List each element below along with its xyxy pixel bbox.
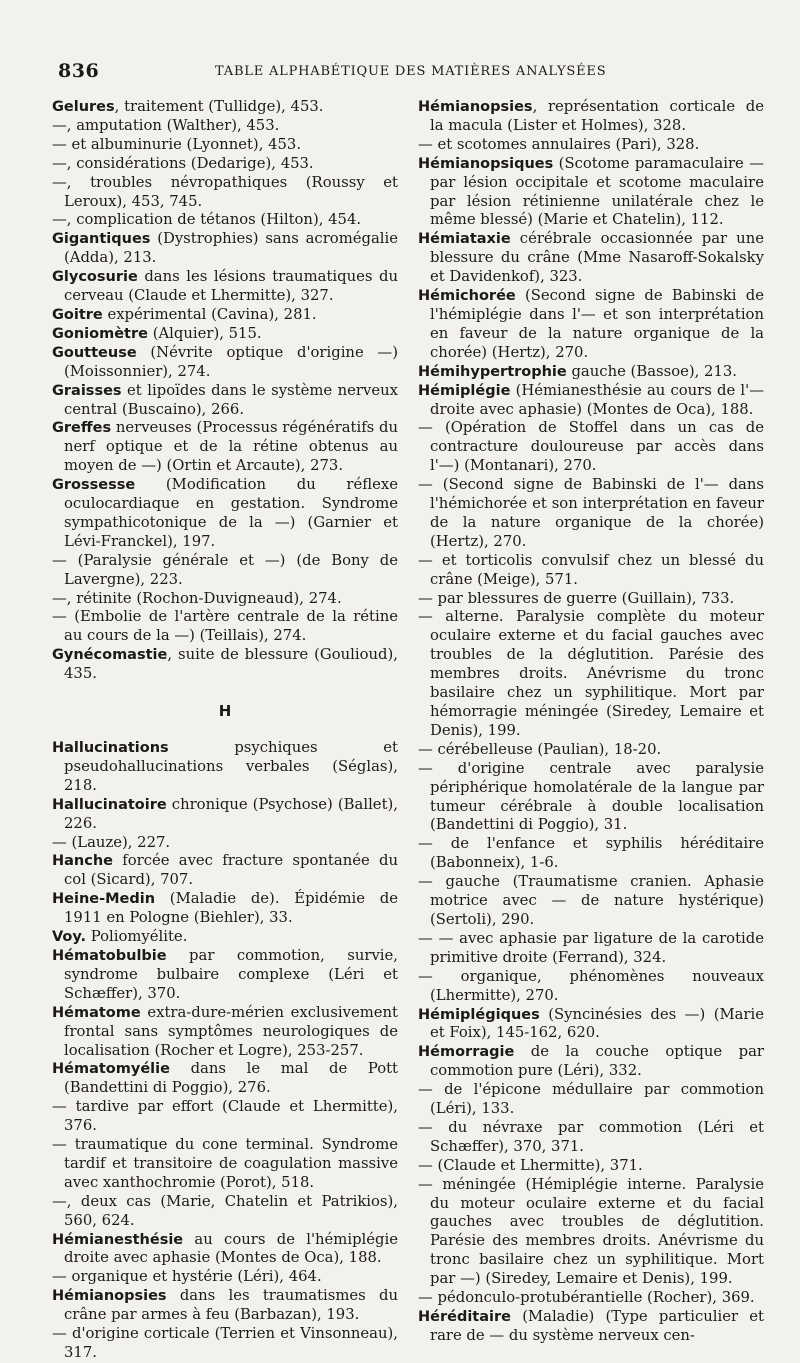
index-entry: — cérébelleuse (Paulian), 18-20. <box>418 740 662 758</box>
right-column <box>418 98 764 1346</box>
index-entry: — par blessures de guerre (Guillain), 733. <box>418 589 735 607</box>
index-entry: Goniomètre (Alquier), 515. <box>52 324 262 342</box>
index-entry: Hallucinatoire chronique (Psychose) (Ballet), 226. <box>52 795 398 832</box>
index-entry: —, troubles névropathiques (Roussy et Leroux), 453, 745. <box>52 173 398 210</box>
index-entry: — (Claude et Lhermitte), 371. <box>418 1156 643 1174</box>
index-entry: — d'origine centrale avec paralysie périphérique homolatérale de la langue par tumeur cérébrale à double localisation (Bandettini di Poggio), 31. <box>418 759 764 834</box>
index-entry: Greffes nerveuses (Processus régénératifs du nerf optique et de la rétine obtenus au moyen de —) (Ortin et Arcaute), 273. <box>52 419 398 475</box>
index-entry: Hémichorée (Second signe de Babinski de l'hémiplégie dans l'— et son interprétation en faveur de la nature organique de la chorée) (Hertz), 270. <box>418 287 764 361</box>
index-entry: — du névraxe par commotion (Léri et Schæffer), 370, 371. <box>418 1118 764 1155</box>
index-entry: — organique, phénomènes nouveaux (Lhermitte), 270. <box>418 967 764 1004</box>
index-entry: —, amputation (Walther), 453. <box>52 116 280 134</box>
index-entry: — (Opération de Stoffel dans un cas de contracture douloureuse par accès dans l'—) (Montanari), 270. <box>418 419 764 475</box>
index-entry: — (Lauze), 227. <box>52 833 171 851</box>
index-entry: Hémiplégiques (Syncinésies des —) (Marie et Foix), 145-162, 620. <box>418 1005 764 1042</box>
index-entry: — alterne. Paralysie complète du moteur oculaire externe et du facial gauches avec troubles de la déglutition. Parésie des membres droits. Anévrisme du tronc basilaire chez un syphilitique. Mort par hémorragie méningée (Siredey, Lemaire et Denis), 199. <box>418 608 764 739</box>
index-entry: — organique et hystérie (Léri), 464. <box>52 1268 322 1286</box>
index-entry: — pédonculo-protubérantielle (Rocher), 369. <box>418 1289 755 1307</box>
index-entry: — traumatique du cone terminal. Syndrome tardif et transitoire de coagulation massive avec xanthochromie (Porot), 518. <box>52 1136 398 1191</box>
page-number: 836 <box>58 60 100 82</box>
index-entry: —, deux cas (Marie, Chatelin et Patrikios), 560, 624. <box>52 1192 398 1229</box>
index-entry: Hémianesthésie au cours de l'hémiplégie droite avec aphasie (Montes de Oca), 188. <box>52 1230 398 1267</box>
index-entry: Hémiataxie cérébrale occasionnée par une blessure du crâne (Mme Nasaroff-Sokalsky et Davidenkof), 323. <box>418 230 764 286</box>
index-entry: Hématomyélie dans le mal de Pott (Bandettini di Poggio), 276. <box>52 1060 398 1097</box>
index-entry: — (Paralysie générale et —) (de Bony de Lavergne), 223. <box>52 551 398 588</box>
index-entry: — et scotomes annulaires (Pari), 328. <box>418 135 700 153</box>
left-column <box>52 98 398 1363</box>
index-entry: Voy. Poliomyélite. <box>52 928 188 946</box>
index-entry: Hémihypertrophie gauche (Bassoe), 213. <box>418 362 738 380</box>
index-entry: — (Embolie de l'artère centrale de la rétine au cours de la —) (Teillais), 274. <box>52 608 398 645</box>
section-letter: H <box>218 702 232 721</box>
index-entry: Gynécomastie, suite de blessure (Goulioud), 435. <box>52 646 398 683</box>
index-entry: Hématome extra-dure-mérien exclusivement frontal sans symptômes neurologiques de localisation (Rocher et Logre), 253-257. <box>52 1003 398 1059</box>
index-entry: Héréditaire (Maladie) (Type particulier et rare de — du système nerveux cen- <box>418 1308 764 1344</box>
index-entry: Hallucinations psychiques et pseudohallucinations verbales (Séglas), 218. <box>52 739 398 794</box>
index-entry: — de l'épicone médullaire par commotion (Léri), 133. <box>418 1081 764 1118</box>
index-entry: —, rétinite (Rochon-Duvigneaud), 274. <box>52 589 342 607</box>
index-entry: — d'origine corticale (Terrien et Vinsonneau), 317. <box>52 1325 398 1361</box>
index-entry: — et albuminurie (Lyonnet), 453. <box>52 135 302 153</box>
page-header <box>0 60 800 84</box>
index-entry: — tardive par effort (Claude et Lhermitte), 376. <box>52 1098 398 1135</box>
index-entry: — de l'enfance et syphilis héréditaire (Babonneix), 1-6. <box>418 835 764 872</box>
index-entry: Graisses et lipoïdes dans le système nerveux central (Buscaino), 266. <box>52 381 398 418</box>
index-entry: Hémianopsies dans les traumatismes du crâne par armes à feu (Barbazan), 193. <box>52 1287 398 1324</box>
index-entry: Hémianopsiques (Scotome paramaculaire — par lésion occipitale et scotome maculaire par lésion rétinienne unilatérale chez le même blessé) (Marie et Chatelin), 112. <box>418 154 764 229</box>
index-entry: Goitre expérimental (Cavina), 281. <box>52 305 317 323</box>
index-entry: — gauche (Traumatisme cranien. Aphasie motrice avec — de nature hystérique) (Sertoli), 290. <box>418 873 764 928</box>
index-entry: —, complication de tétanos (Hilton), 454. <box>52 211 362 229</box>
index-entry: — méningée (Hémiplégie interne. Paralysie du moteur oculaire externe et du facial gauches avec troubles de déglutition. Parésie des membres droits. Anévrisme du tronc basilaire chez un syphilitique. Mort par —) (Siredey, Lemaire et Denis), 199. <box>418 1175 764 1288</box>
index-entry: Gelures, traitement (Tullidge), 453. <box>52 98 324 115</box>
index-entry: Glycosurie dans les lésions traumatiques du cerveau (Claude et Lhermitte), 327. <box>52 268 398 305</box>
running-head: TABLE ALPHABÉTIQUE DES MATIÈRES ANALYSÉES <box>215 64 607 79</box>
index-entry: — — avec aphasie par ligature de la carotide primitive droite (Ferrand), 324. <box>418 929 764 966</box>
index-entry: —, considérations (Dedarige), 453. <box>52 154 314 172</box>
index-entry: Grossesse (Modification du réflexe oculocardiaque en gestation. Syndrome sympathicotonique de la —) (Garnier et Lévi-Franckel), 197. <box>52 476 398 550</box>
index-entry: Hémorragie de la couche optique par commotion pure (Léri), 332. <box>418 1043 764 1080</box>
index-entry: — et torticolis convulsif chez un blessé du crâne (Meige), 571. <box>418 551 764 588</box>
index-entry: Hémianopsies, représentation corticale de la macula (Lister et Holmes), 328. <box>418 98 764 134</box>
index-entry: Heine-Medin (Maladie de). Épidémie de 1911 en Pologne (Biehler), 33. <box>52 890 398 927</box>
index-entry: Gigantiques (Dystrophies) sans acromégalie (Adda), 213. <box>52 230 398 267</box>
index-entry: Hématobulbie par commotion, survie, syndrome bulbaire complexe (Léri et Schæffer), 370. <box>52 946 398 1002</box>
index-entry: Hémiplégie (Hémianesthésie au cours de l'— droite avec aphasie) (Montes de Oca), 188. <box>418 381 764 418</box>
index-entry: Goutteuse (Névrite optique d'origine —) (Moissonnier), 274. <box>52 343 398 380</box>
index-entry: — (Second signe de Babinski de l'— dans l'hémichorée et son interprétation en faveur de la nature organique de la chorée) (Hertz), 270. <box>418 476 764 550</box>
index-entry: Hanche forcée avec fracture spontanée du col (Sicard), 707. <box>52 852 398 889</box>
